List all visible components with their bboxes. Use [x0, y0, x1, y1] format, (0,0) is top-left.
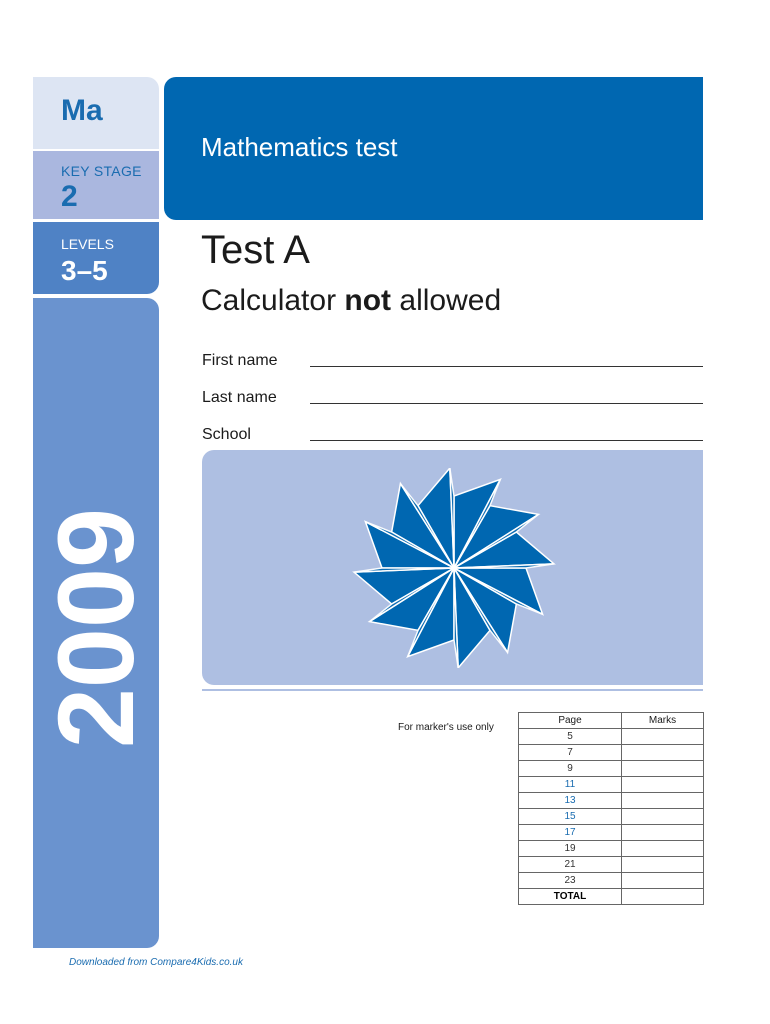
page-number-cell: 7	[519, 745, 622, 761]
marker-label: For marker's use only	[398, 722, 494, 733]
marks-cell[interactable]	[622, 809, 704, 825]
marks-cell[interactable]	[622, 873, 704, 889]
test-title: Test A	[201, 228, 310, 272]
table-row	[519, 825, 704, 841]
subject-code: Ma	[61, 94, 103, 127]
table-row	[519, 873, 704, 889]
page-number-cell: 5	[519, 729, 622, 745]
table-row	[519, 745, 704, 761]
levels-label: LEVELS	[61, 236, 114, 252]
marks-cell[interactable]	[622, 729, 704, 745]
table-row	[519, 857, 704, 873]
table-row	[519, 777, 704, 793]
page-column-header: Page	[519, 713, 622, 729]
calculator-bold: not	[344, 284, 392, 317]
marks-cell[interactable]	[622, 777, 704, 793]
total-marks-cell[interactable]	[622, 889, 704, 905]
table-row	[519, 809, 704, 825]
marks-cell[interactable]	[622, 857, 704, 873]
star-triangles	[354, 468, 554, 668]
marks-table	[518, 712, 704, 905]
school-label: School	[202, 426, 251, 443]
school-field[interactable]	[310, 440, 703, 441]
table-row	[519, 793, 704, 809]
last-name-field[interactable]	[310, 403, 703, 404]
first-name-field[interactable]	[310, 366, 703, 367]
calculator-suffix: allowed	[399, 284, 502, 317]
page-number-cell: 13	[519, 793, 622, 809]
last-name-label: Last name	[202, 389, 277, 406]
marks-cell[interactable]	[622, 825, 704, 841]
calculator-notice	[201, 284, 501, 318]
marks-cell[interactable]	[622, 745, 704, 761]
marks-cell[interactable]	[622, 841, 704, 857]
page-number-cell: 17	[519, 825, 622, 841]
marks-cell[interactable]	[622, 793, 704, 809]
key-stage-value: 2	[61, 180, 78, 213]
page-number-cell: 9	[519, 761, 622, 777]
key-stage-box	[33, 151, 159, 219]
table-row	[519, 761, 704, 777]
panel-divider	[202, 689, 703, 691]
calculator-prefix: Calculator	[201, 284, 337, 317]
first-name-label: First name	[202, 352, 278, 369]
marks-column-header: Marks	[622, 713, 704, 729]
page-number-cell: 21	[519, 857, 622, 873]
star-pattern-icon	[344, 468, 564, 668]
header-title: Mathematics test	[201, 132, 398, 162]
page-number-cell: 23	[519, 873, 622, 889]
page-number-cell: 19	[519, 841, 622, 857]
table-row	[519, 729, 704, 745]
marks-cell[interactable]	[622, 761, 704, 777]
levels-value: 3–5	[61, 255, 108, 286]
total-label: TOTAL	[519, 889, 622, 905]
page-number-cell: 11	[519, 777, 622, 793]
page-number-cell: 15	[519, 809, 622, 825]
footer-source: Downloaded from Compare4Kids.co.uk	[69, 957, 243, 968]
table-row	[519, 841, 704, 857]
year-label: 2009	[35, 507, 156, 749]
key-stage-label: KEY STAGE	[61, 163, 142, 179]
